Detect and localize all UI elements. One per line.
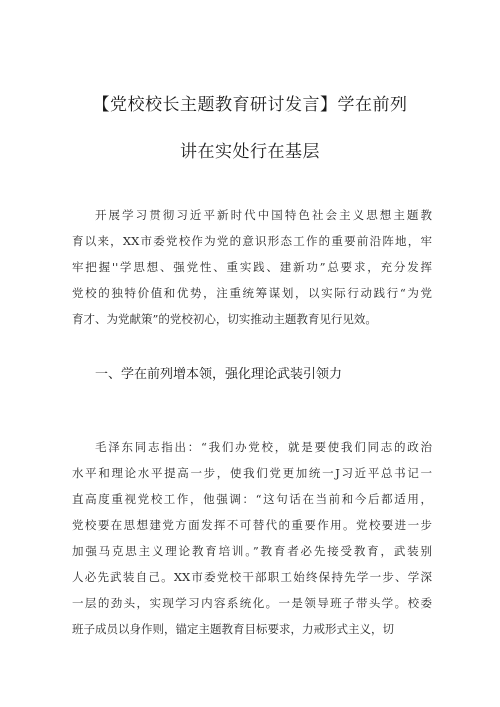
paragraph-line: 育以来，XX市委党校作为党的意识形态工作的重要前沿阵地，牢: [72, 234, 432, 248]
paragraph-line: 直高度重视党校工作，他强调：“这句话在当前和今后都适用，: [72, 492, 432, 506]
paragraph-line: 人必先武装自己。XX市委党校干部职工始终保持先学一步、学深: [72, 570, 432, 584]
paragraph-line: 党校的独特价值和优势，注重统筹谋划，以实际行动践行“为党: [72, 286, 432, 300]
paragraph-line: 班子成员以身作则，锚定主题教育目标要求，力戒形式主义，切: [72, 622, 394, 636]
section-heading-1: 一、学在前列增本领，强化理论武装引领力: [95, 367, 343, 382]
paragraph-line: 毛泽东同志指出：“我们办党校，就是要使我们同志的政治: [95, 440, 432, 454]
paragraph-line: 水平和理论水平提高一步，使我们党更加统一J习近平总书记一: [72, 466, 432, 480]
document-title-line-1: 【党校校长主题教育研讨发言】学在前列: [92, 95, 408, 115]
paragraph-line: 开展学习贯彻习近平新时代中国特色社会主义思想主题教: [95, 208, 432, 222]
document-title-line-2: 讲在实处行在基层: [180, 142, 320, 162]
paragraph-line: 育才、为党献策”的党校初心，切实推动主题教育见行见效。: [72, 312, 377, 326]
paragraph-line: 加强马克思主义理论教育培训。”教育者必先接受教育，武装别: [72, 544, 432, 558]
paragraph-line: 一层的劲头，实现学习内容系统化。一是领导班子带头学。校委: [72, 596, 432, 610]
paragraph-line: 党校要在思想建党方面发挥不可替代的重要作用。党校要进一步: [72, 518, 432, 532]
paragraph-line: 牢把握''学思想、强党性、重实践、建新功”总要求，充分发挥: [72, 260, 432, 274]
